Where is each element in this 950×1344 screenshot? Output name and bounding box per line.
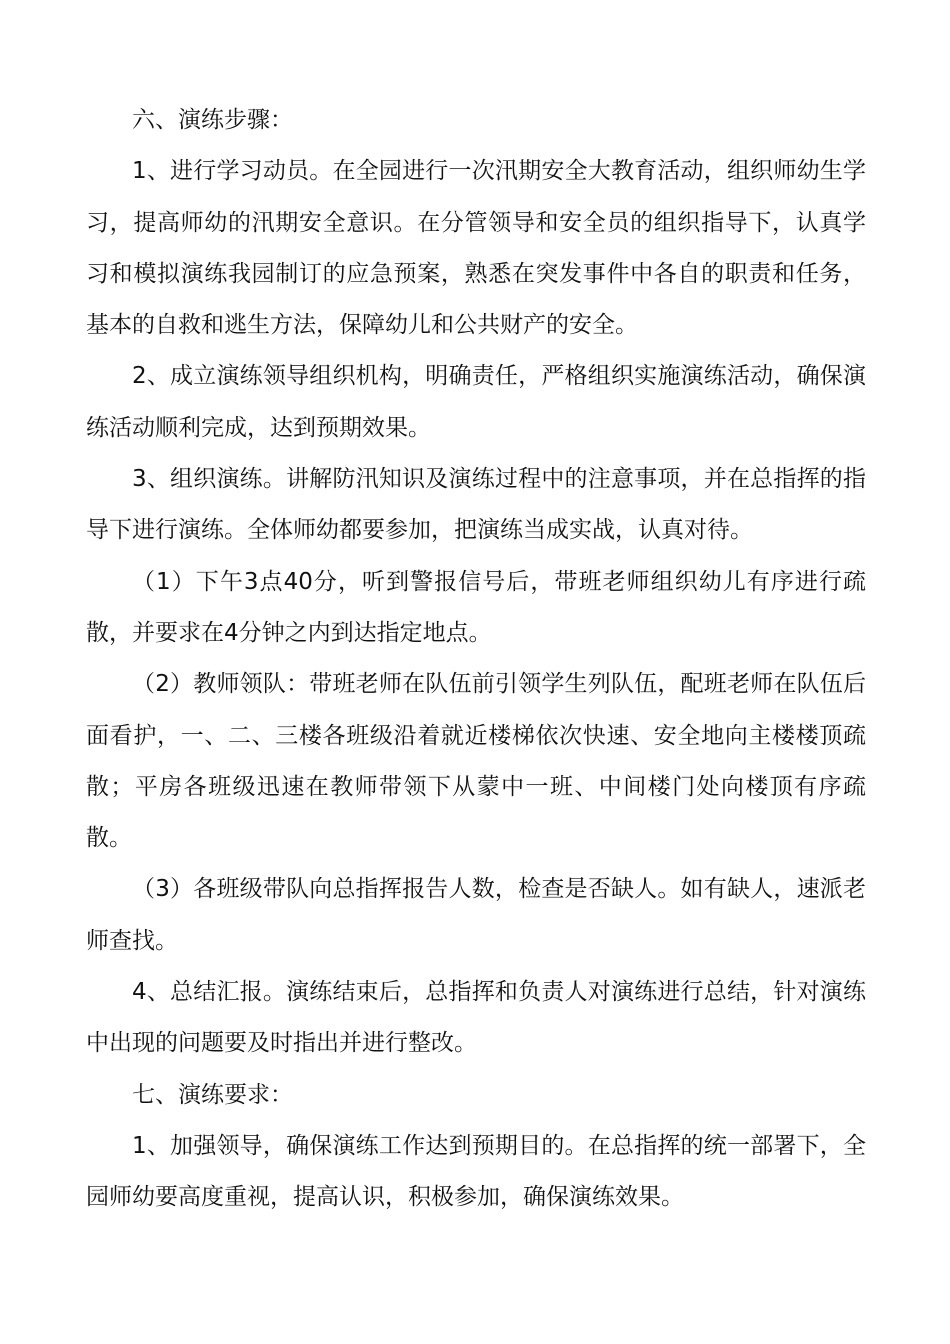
paragraph-step-1: 1、进行学习动员。在全园进行一次汛期安全大教育活动，组织师幼生学习，提高师幼的汛期安全意识。在分管领导和安全员的组织指导下，认真学习和模拟演练我园制订的应急预案，熟悉在突发事件中各自的职责和任务，基本的自救和逃生方法，保障幼儿和公共财产的安全。: [86, 158, 866, 339]
paragraph-substep-2: （2）教师领队：带班老师在队伍前引领学生列队伍，配班老师在队伍后面看护，一、二、三楼各班级沿着就近楼梯依次快速、安全地向主楼楼顶疏散；平房各班级迅速在教师带领下从蒙中一班、中间楼门处向楼顶有序疏散。: [86, 671, 866, 852]
paragraph-step-3: 3、组织演练。讲解防汛知识及演练过程中的注意事项，并在总指挥的指导下进行演练。全体师幼都要参加，把演练当成实战，认真对待。: [86, 466, 866, 544]
section-heading-steps: 六、演练步骤：: [132, 107, 293, 133]
section-heading-requirements: 七、演练要求：: [132, 1081, 293, 1108]
paragraph-step-2: 2、成立演练领导组织机构，明确责任，严格组织实施演练活动，确保演练活动顺利完成，达到预期效果。: [86, 363, 866, 441]
paragraph-step-4: 4、总结汇报。演练结束后，总指挥和负责人对演练进行总结，针对演练中出现的问题要及时指出并进行整改。: [86, 979, 866, 1057]
document-body: [86, 95, 866, 1224]
paragraph-requirement-1: 1、加强领导，确保演练工作达到预期目的。在总指挥的统一部署下，全园师幼要高度重视，提高认识，积极参加，确保演练效果。: [86, 1132, 866, 1211]
paragraph-substep-3: （3）各班级带队向总指挥报告人数，检查是否缺人。如有缺人，速派老师查找。: [86, 876, 866, 954]
paragraph-substep-1: （1）下午3点40分，听到警报信号后，带班老师组织幼儿有序进行疏散，并要求在4分钟之内到达指定地点。: [86, 568, 866, 646]
